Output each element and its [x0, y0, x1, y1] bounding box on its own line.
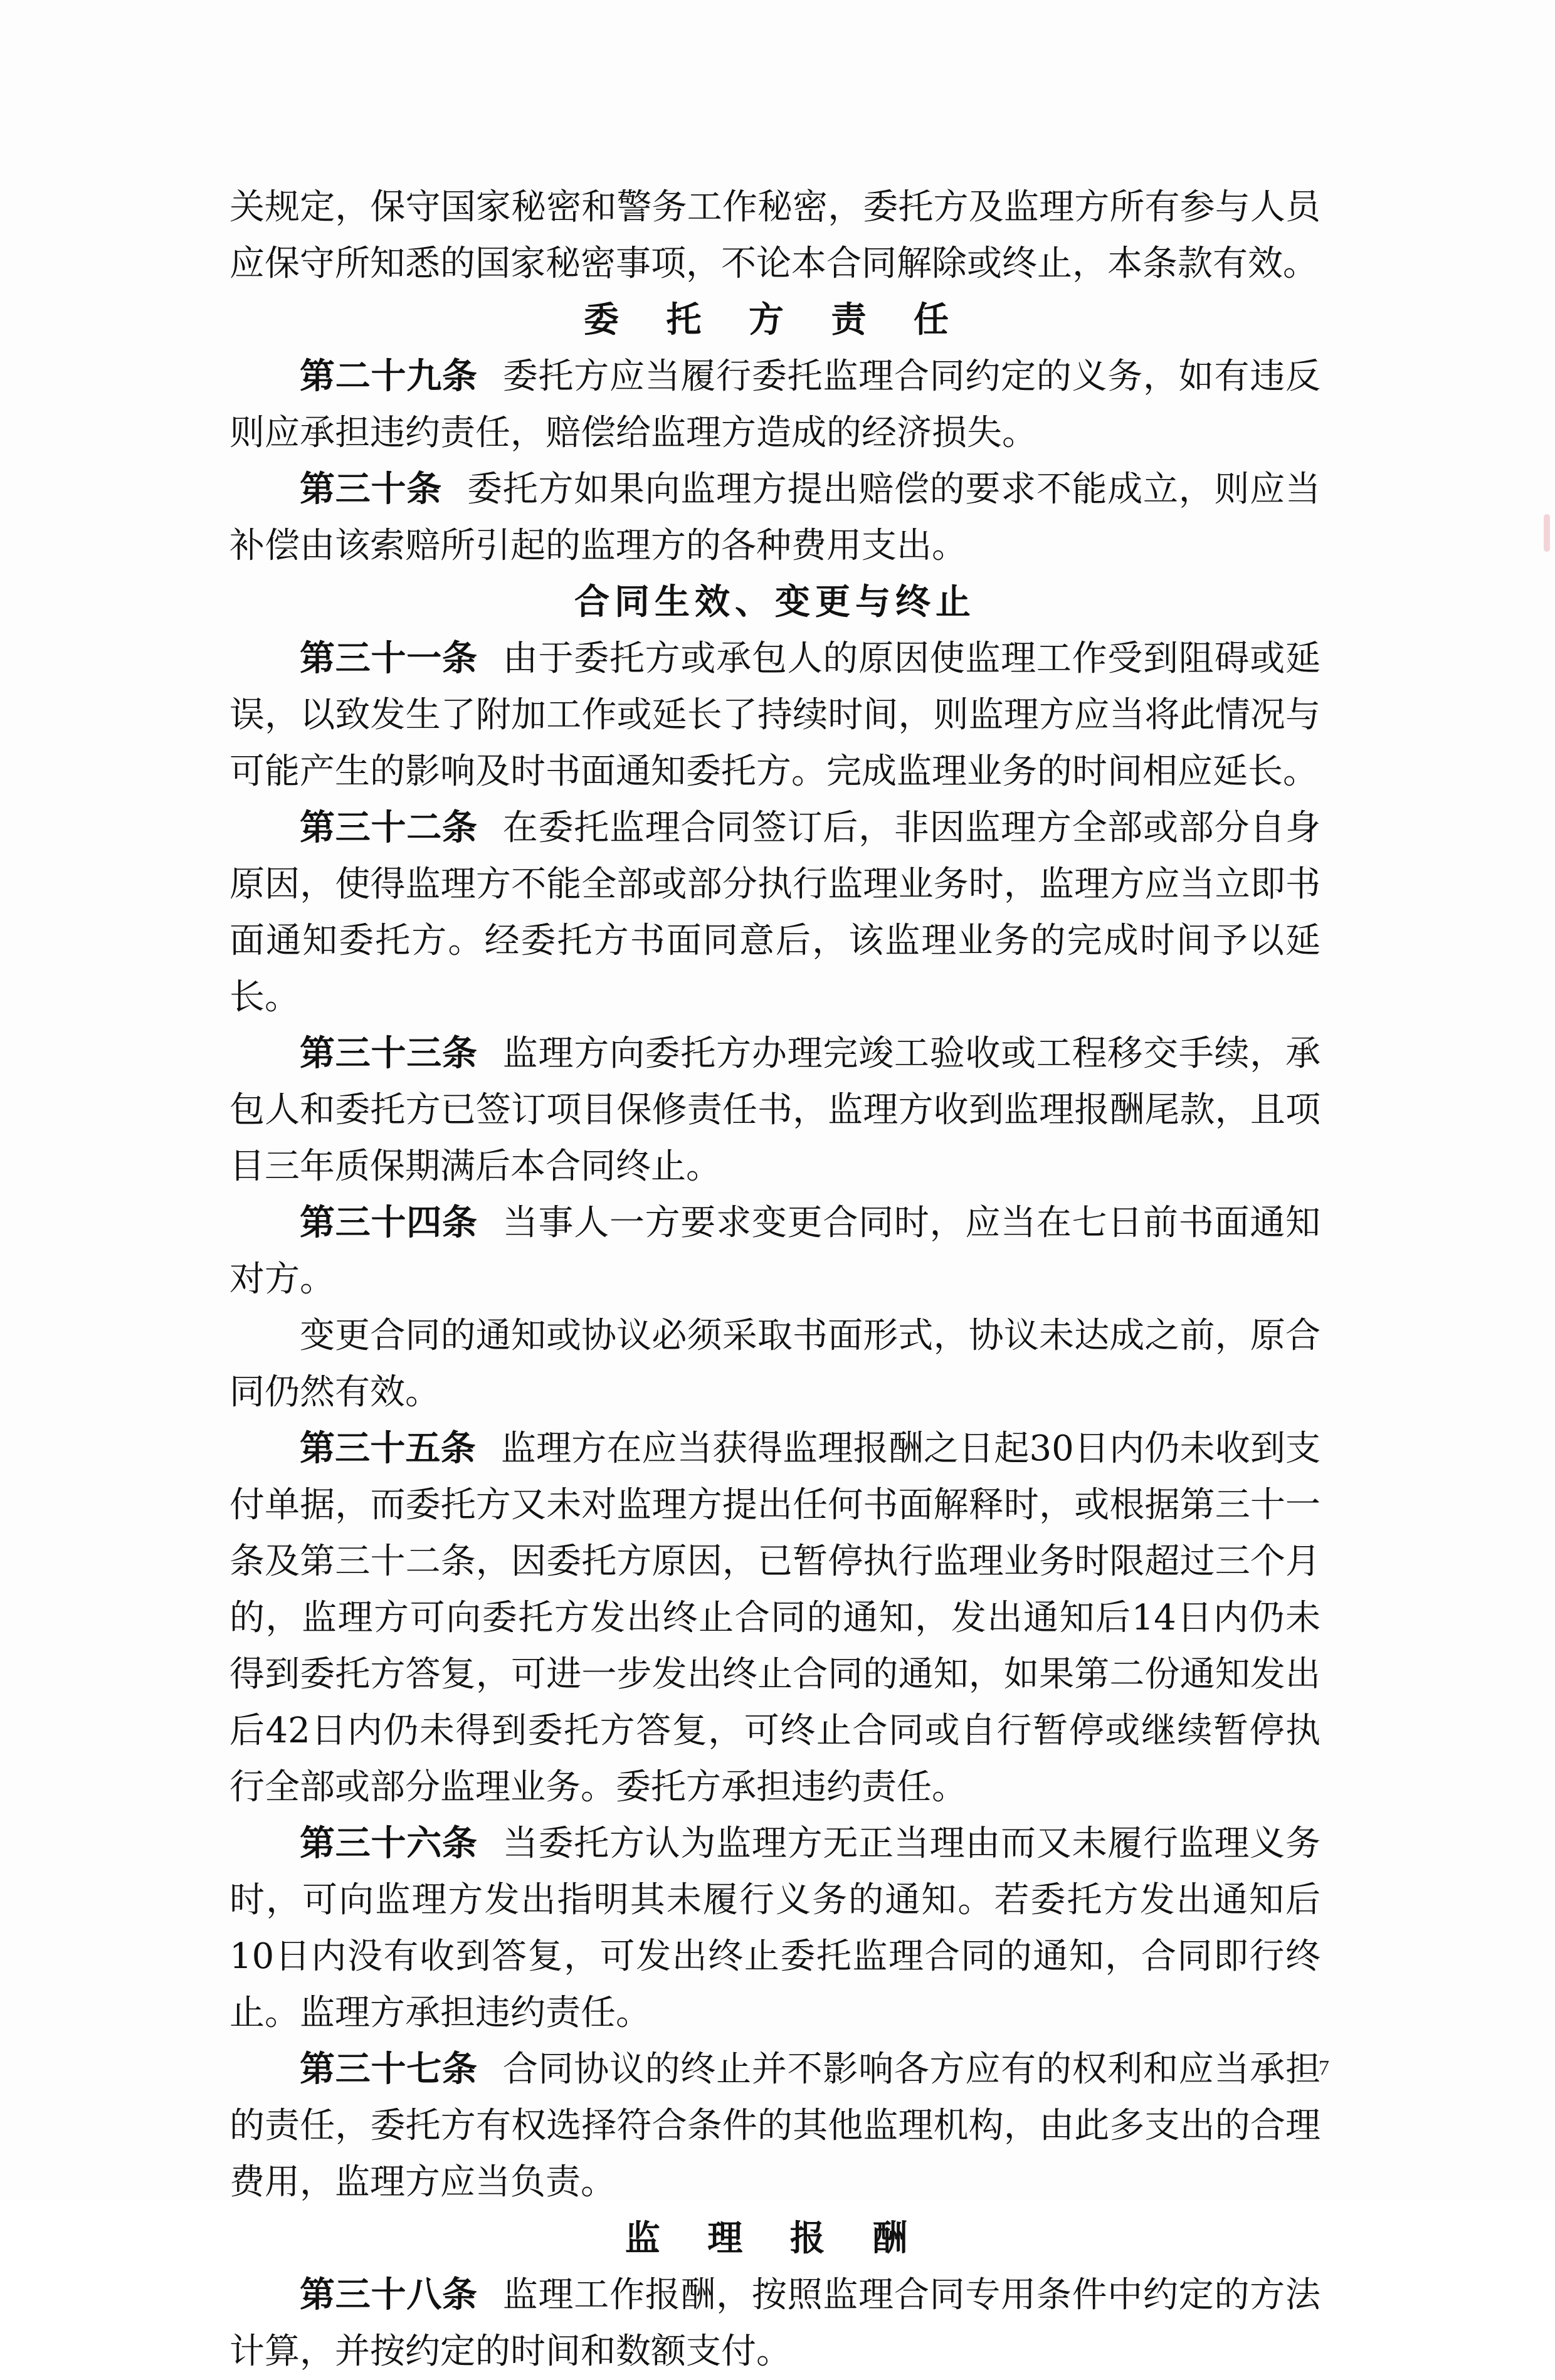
- page-number: 7: [1319, 2056, 1329, 2080]
- article-34: [229, 1195, 1320, 1308]
- article-label: 第三十条: [300, 469, 442, 510]
- article-label: 第三十三条: [300, 1033, 478, 1074]
- article-31: [229, 631, 1320, 800]
- article-label: 第二十九条: [300, 356, 478, 397]
- article-text: 委托方应当履行委托监理合同约定的义务，如有违反则应承担违约责任，赔偿给监理方造成的经济损失。: [229, 356, 1321, 453]
- article-text: 监理方向委托方办理完竣工验收或工程移交手续，承包人和委托方已签订项目保修责任书，监理方收到监理报酬尾款，且项目三年质保期满后本合同终止。: [229, 1033, 1321, 1187]
- scan-mark: [1544, 514, 1550, 552]
- document-body: [229, 179, 1320, 2380]
- article-text: 监理方在应当获得监理报酬之日起30日内仍未收到支付单据，而委托方又未对监理方提出任何书面解释时，或根据第三十一条及第三十二条，因委托方原因，已暂停执行监理业务时限超过三个月的，监理方可向委托方发出终止合同的通知，发出通知后14日内仍未得到委托方答复，可进一步发出终止合同的通知，如果第二份通知发出后42日内仍未得到委托方答复，可终止合同或自行暂停或继续暂停执行全部或部分监理业务。委托方承担违约责任。: [229, 1428, 1321, 1808]
- section-heading-client-responsibility: 委 托 方 责 任: [584, 300, 966, 340]
- article-text: 变更合同的通知或协议必须采取书面形式，协议未达成之前，原合同仍然有效。: [229, 1315, 1320, 1413]
- article-text: 当事人一方要求变更合同时，应当在七日前书面通知对方。: [229, 1203, 1321, 1300]
- article-label: 第三十六条: [300, 1823, 478, 1864]
- article-label: 第三十七条: [300, 2049, 478, 2090]
- article-text: 委托方如果向监理方提出赔偿的要求不能成立，则应当补偿由该索赔所引起的监理方的各种费用支出。: [229, 469, 1321, 566]
- article-text: 当委托方认为监理方无正当理由而又未履行监理义务时，可向监理方发出指明其未履行义务的通知。若委托方发出通知后10日内没有收到答复，可发出终止委托监理合同的通知，合同即行终止。监理方承担违约责任。: [229, 1823, 1321, 2033]
- section-heading-contract-effect: 合同生效、变更与终止: [574, 582, 976, 623]
- article-label: 第三十四条: [300, 1203, 478, 1243]
- continuation-paragraph: 关规定，保守国家秘密和警务工作秘密，委托方及监理方所有参与人员应保守所知悉的国家秘密事项，不论本合同解除或终止，本条款有效。: [229, 187, 1320, 284]
- article-32: [229, 800, 1320, 1026]
- section-heading-supervision-fee: 监 理 报 酬: [625, 2218, 925, 2259]
- article-label: 第三十五条: [300, 1428, 476, 1469]
- article-29: [229, 349, 1320, 461]
- article-30: [229, 461, 1320, 574]
- article-35: [229, 1421, 1320, 1816]
- article-text: 监理工作报酬，按照监理合同专用条件中约定的方法计算，并按约定的时间和数额支付。: [229, 2275, 1321, 2372]
- article-text: 合同协议的终止并不影响各方应有的权利和应当承担的责任，委托方有权选择符合条件的其他监理机构，由此多支出的合理费用，监理方应当负责。: [229, 2049, 1321, 2203]
- article-36: [229, 1816, 1320, 2041]
- article-label: 第三十八条: [300, 2275, 478, 2315]
- article-label: 第三十二条: [300, 808, 478, 848]
- article-text: 由于委托方或承包人的原因使监理工作受到阻碍或延误，以致发生了附加工作或延长了持续时间，则监理方应当将此情况与可能产生的影响及时书面通知委托方。完成监理业务的时间相应延长。: [229, 638, 1321, 792]
- article-38: [229, 2267, 1320, 2380]
- article-label: 第三十一条: [300, 638, 478, 679]
- article-text: 在委托监理合同签订后，非因监理方全部或部分自身原因，使得监理方不能全部或部分执行监理业务时，监理方应当立即书面通知委托方。经委托方书面同意后，该监理业务的完成时间予以延长。: [229, 808, 1321, 1018]
- article-33: [229, 1026, 1320, 1195]
- article-37: [229, 2041, 1320, 2211]
- article-34-paragraph-2: [229, 1308, 1320, 1421]
